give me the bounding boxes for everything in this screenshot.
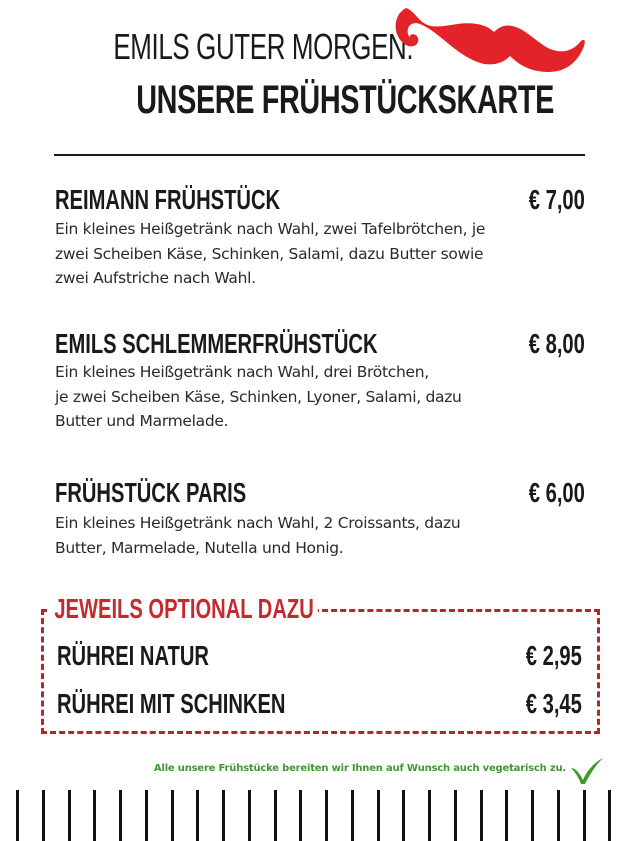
stripe <box>531 790 534 841</box>
stripe <box>299 790 302 841</box>
stripe <box>119 790 122 841</box>
stripe <box>454 790 457 841</box>
mustache-icon <box>388 2 588 112</box>
page-title-line1: EMILS GUTER MORGEN: <box>113 26 414 67</box>
desc-line: zwei Scheiben Käse, Schinken, Salami, dazu Butter sowie <box>55 244 484 263</box>
stripe <box>145 790 148 841</box>
stripe <box>557 790 560 841</box>
menu-item-price: € 6,00 <box>528 477 585 508</box>
stripe <box>16 790 19 841</box>
stripe <box>377 790 380 841</box>
stripe <box>351 790 354 841</box>
stripe <box>196 790 199 841</box>
stripe <box>68 790 71 841</box>
stripe <box>248 790 251 841</box>
leaf-checkmark-icon <box>569 756 605 786</box>
optional-item-name: RÜHREI NATUR <box>57 640 209 671</box>
menu-item-price: € 7,00 <box>528 184 585 215</box>
menu-item-description <box>55 217 535 291</box>
stripe <box>42 790 45 841</box>
menu-item-description <box>55 511 535 560</box>
stripe <box>325 790 328 841</box>
stripe <box>583 790 586 841</box>
decorative-stripes <box>0 790 636 841</box>
desc-line: Ein kleines Heißgetränk nach Wahl, drei Brötchen, <box>55 363 429 381</box>
stripe <box>93 790 96 841</box>
stripe <box>505 790 508 841</box>
desc-line: Ein kleines Heißgetränk nach Wahl, zwei Tafelbrötchen, je <box>55 220 486 238</box>
menu-item-price: € 8,00 <box>528 328 585 359</box>
menu-item-name: FRÜHSTÜCK PARIS <box>55 477 247 508</box>
optional-item-price: € 3,45 <box>525 688 582 719</box>
stripe <box>222 790 225 841</box>
optional-title: JEWEILS OPTIONAL DAZU <box>50 593 318 625</box>
desc-line: Butter, Marmelade, Nutella und Honig. <box>55 538 344 557</box>
desc-line: Butter und Marmelade. <box>55 412 229 430</box>
stripe <box>402 790 405 841</box>
stripe <box>608 790 611 841</box>
desc-line: Ein kleines Heißgetränk nach Wahl, 2 Croissants, dazu <box>55 514 461 532</box>
stripe <box>480 790 483 841</box>
menu-item-description <box>55 360 535 434</box>
header-divider <box>54 154 585 156</box>
optional-item-name: RÜHREI MIT SCHINKEN <box>57 688 286 719</box>
page-title-line2: UNSERE FRÜHSTÜCKSKARTE <box>136 78 554 122</box>
stripe <box>274 790 277 841</box>
desc-line: je zwei Scheiben Käse, Schinken, Lyoner, Salami, dazu <box>55 387 462 406</box>
vegetarian-note: Alle unsere Frühstücke bereiten wir Ihnen auf Wunsch auch vegetarisch zu. <box>153 763 566 774</box>
desc-line: zwei Aufstriche nach Wahl. <box>55 269 256 287</box>
menu-item-name: REIMANN FRÜHSTÜCK <box>55 184 281 215</box>
optional-item-price: € 2,95 <box>525 640 582 671</box>
stripe <box>171 790 174 841</box>
stripe <box>428 790 431 841</box>
menu-item-name: EMILS SCHLEMMERFRÜHSTÜCK <box>55 328 378 359</box>
